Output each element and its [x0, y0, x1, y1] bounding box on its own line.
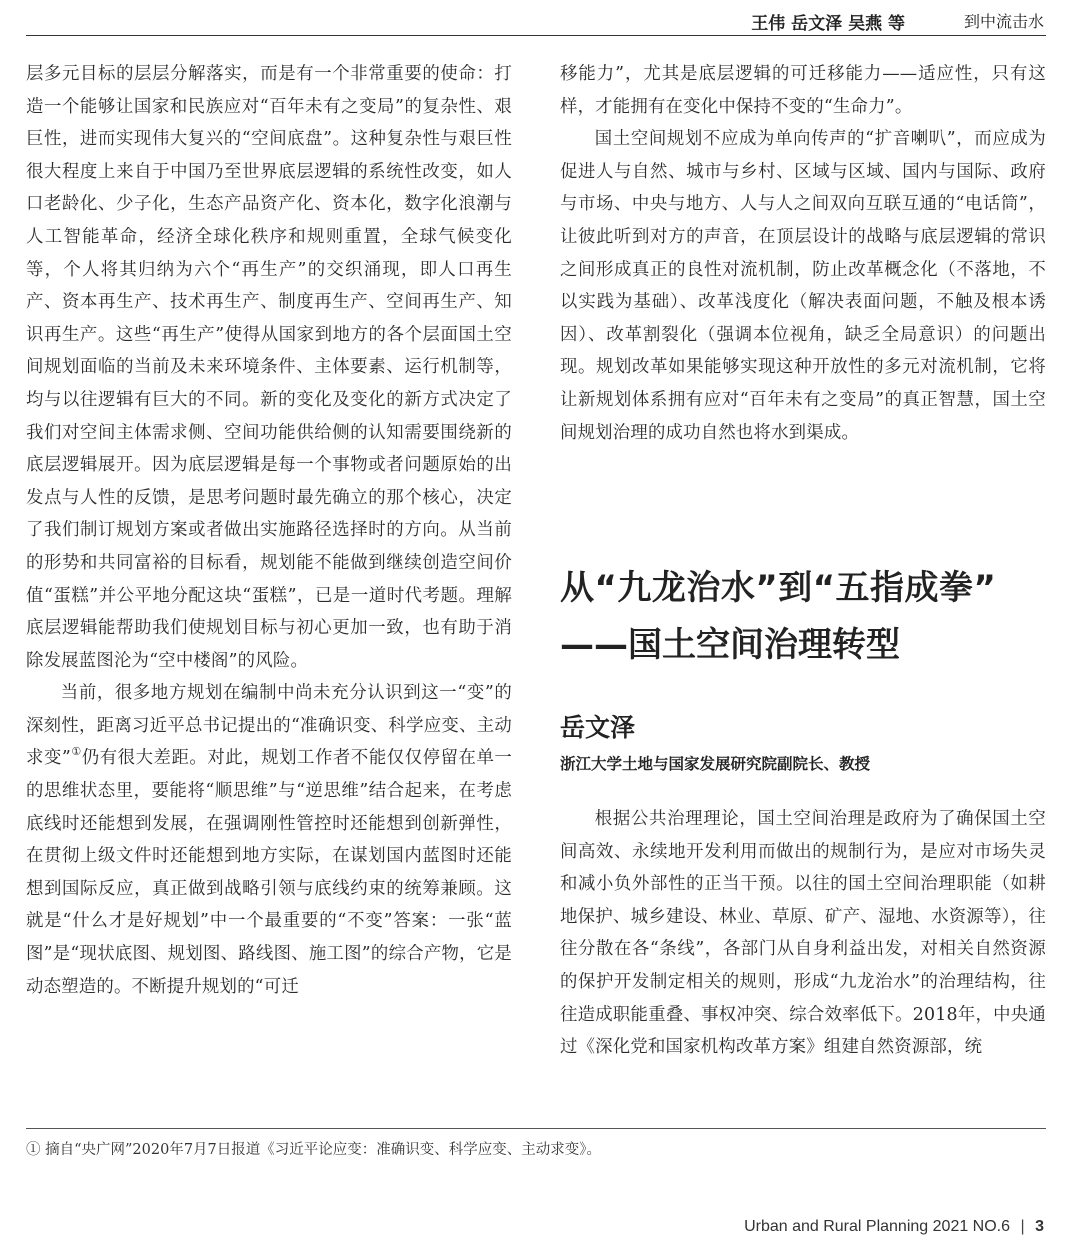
right-column-top — [560, 58, 1046, 449]
left-paragraph-1: 层多元目标的层层分解落实，而是有一个非常重要的使命：打造一个能够让国家和民族应对“百年未有之变局”的复杂性、艰巨性，进而实现伟大复兴的“空间底盘”。这种复杂性与艰巨性很大程度上来自于中国乃至世界底层逻辑的系统性改变，如人口老龄化、少子化，生态产品资产化、资本化，数字化浪潮与人工智能革命，经济全球化秩序和规则重置，全球气候变化等，个人将其归纳为六个“再生产”的交织涌现，即人口再生产、资本再生产、技术再生产、制度再生产、空间再生产、知识再生产。这些“再生产”使得从国家到地方的各个层面国土空间规划面临的当前及未来环境条件、主体要素、运行机制等，均与以往逻辑有巨大的不同。新的变化及变化的新方式决定了我们对空间主体需求侧、空间功能供给侧的认知需要围绕新的底层逻辑展开。因为底层逻辑是每一个事物或者问题原始的出发点与人性的反馈，是思考问题时最先确立的那个核心，决定了我们制订规划方案或者做出实施路径选择时的方向。从当前的形势和共同富裕的目标看，规划能不能做到继续创造空间价值“蛋糕”并公平地分配这块“蛋糕”，已是一道时代考题。理解底层逻辑能帮助我们使规划目标与初心更加一致，也有助于消除发展蓝图沦为“空中楼阁”的风险。 — [26, 64, 512, 671]
right-paragraph-2: 国土空间规划不应成为单向传声的“扩音喇叭”，而应成为促进人与自然、城市与乡村、区域与区域、国内与国际、政府与市场、中央与地方、人与人之间双向互联互通的“电话筒”，让彼此听到对方的声音，在顶层设计的战略与底层逻辑的常识之间形成真正的良性对流机制，防止改革概念化（不落地，不以实践为基础）、改革浅度化（解决表面问题，不触及根本诱因）、改革割裂化（强调本位视角，缺乏全局意识）的问题出现。规划改革如果能够实现这种开放性的多元对流机制，它将让新规划体系拥有应对“百年未有之变局”的真正智慧，国土空间规划治理的成功自然也将水到渠成。 — [560, 129, 1046, 443]
header-section-title: 到中流击水 — [963, 12, 1044, 31]
footnote-ref-mark[interactable]: ① — [70, 745, 82, 759]
footnote: ① 摘自“央广网”2020年7月7日报道《习近平论应变：准确识变、科学应变、主动求变》。 — [26, 1142, 602, 1158]
header-authors: 王伟 岳文泽 吴燕 等 — [751, 14, 905, 34]
left-column — [26, 58, 512, 1003]
article-paragraph-1: 根据公共治理理论，国土空间治理是政府为了确保国土空间高效、永续地开发利用而做出的规制行为，是应对市场失灵和减小负外部性的正当干预。以往的国土空间治理职能（如耕地保护、城乡建设、林业、草原、矿产、湿地、水资源等），往往分散在各“条线”，各部门从自身利益出发，对相关自然资源的保护开发制定相关的规则，形成“九龙治水”的治理结构，往往造成职能重叠、事权冲突、综合效率低下。2018年，中央通过《深化党和国家机构改革方案》组建自然资源部，统 — [560, 809, 1046, 1058]
left-paragraph-2-part-b: 仍有很大差距。对此，规划工作者不能仅仅停留在单一的思维状态里，要能将“顺思维”与“逆思维”结合起来，在考虑底线时还能想到发展，在强调刚性管控时还能想到创新弹性，在贯彻上级文件时还能想到地方实际，在谋划国内蓝图时还能想到国际反应，真正做到战略引领与底线约束的统筹兼顾。这就是“什么才是好规划”中一个最重要的“不变”答案：一张“蓝图”是“现状底图、规划图、路线图、施工图”的综合产物，它是动态塑造的。不断提升规划的“可迁 — [26, 748, 512, 997]
footer-separator: | — [1020, 1218, 1025, 1235]
author-affiliation: 浙江大学土地与国家发展研究院副院长、教授 — [560, 755, 871, 773]
author-name: 岳文泽 — [560, 713, 636, 742]
left-paragraph-2 — [26, 677, 512, 1003]
page-number: 3 — [1035, 1218, 1044, 1235]
right-paragraph-1: 移能力”，尤其是底层逻辑的可迁移能力——适应性，只有这样，才能拥有在变化中保持不变的“生命力”。 — [560, 64, 1046, 117]
footnote-rule — [26, 1128, 1046, 1129]
article-body — [560, 803, 1046, 1064]
left-paragraph-2-part-a: 当前，很多地方规划在编制中尚未充分认识到这一“变”的深刻性，距离习近平总书记提出的“准确识变、科学应变、主动求变” — [26, 683, 512, 769]
issue-number: 2021 NO.6 — [932, 1218, 1011, 1235]
article-subtitle: ——国土空间治理转型 — [560, 625, 900, 665]
page-footer — [744, 1218, 1044, 1236]
header-rule — [26, 35, 1046, 36]
journal-name: Urban and Rural Planning — [744, 1218, 929, 1235]
article-title: 从“九龙治水”到“五指成拳” — [560, 568, 997, 608]
running-header — [0, 0, 1080, 36]
